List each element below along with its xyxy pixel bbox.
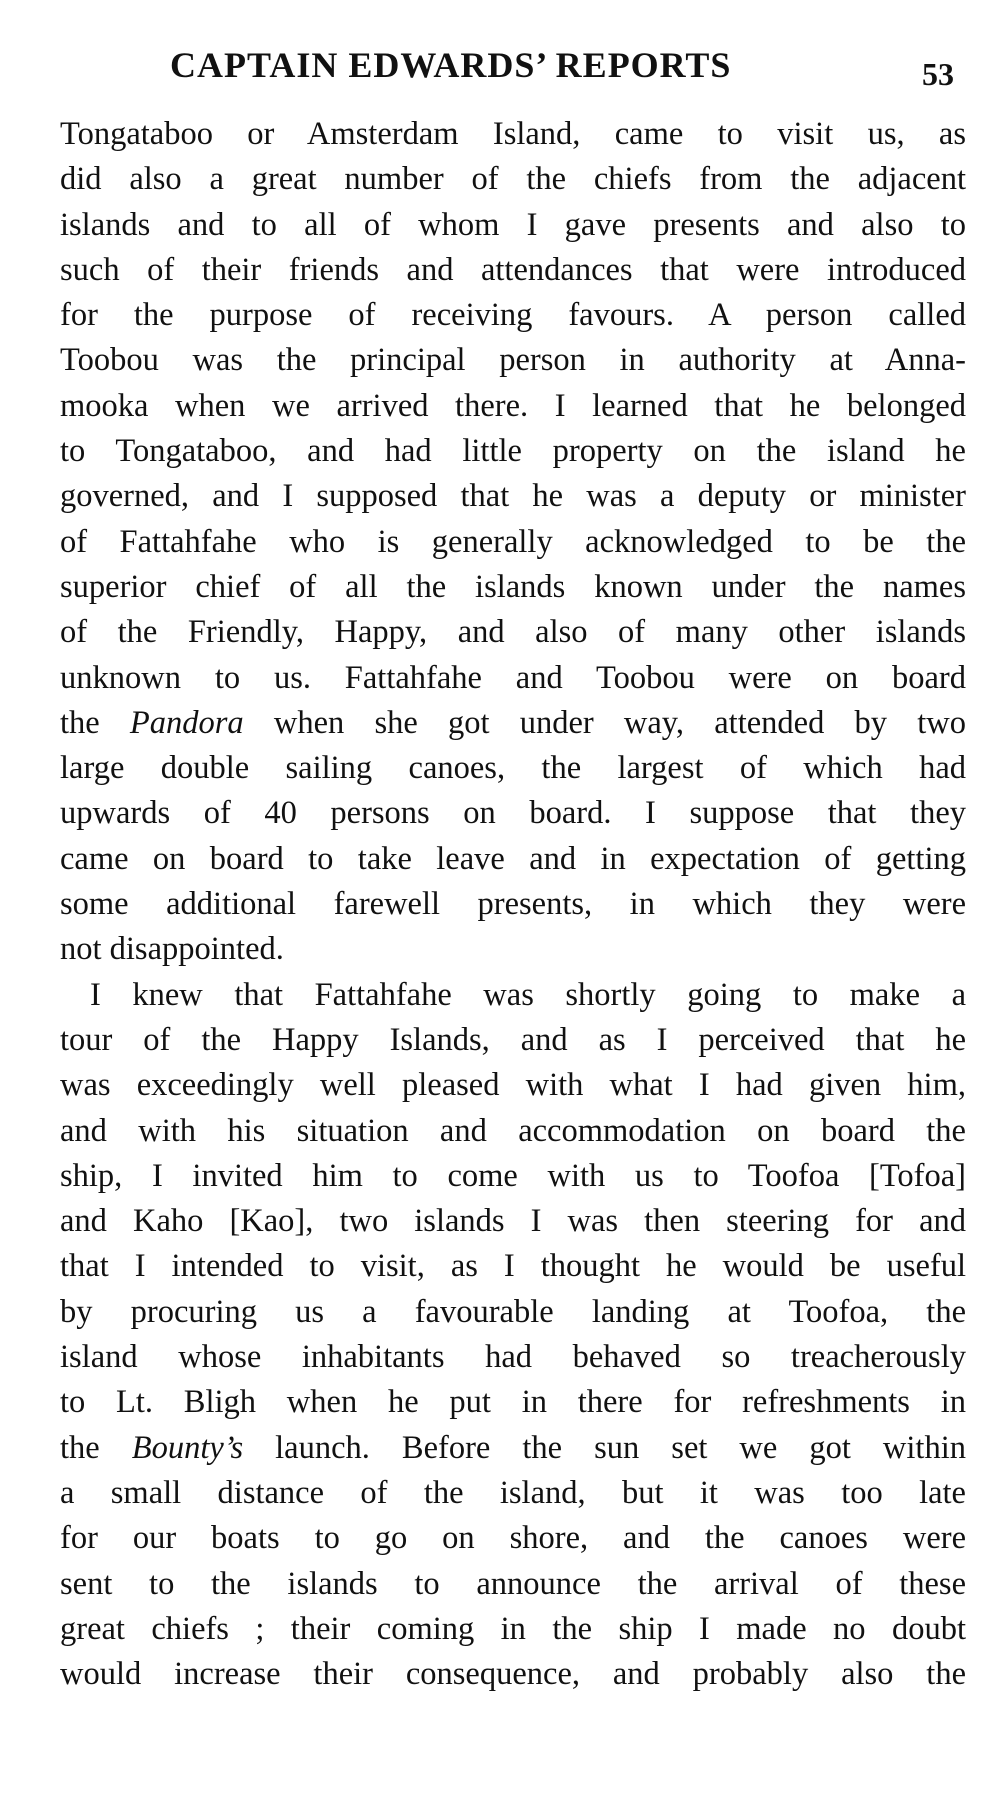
text-line: came on board to take leave and in expectation of getting: [60, 840, 966, 877]
text-line-with-ship-name: [60, 1426, 966, 1471]
page-number: 53: [922, 56, 954, 92]
text-line: island whose inhabitants had behaved so treacherously: [60, 1339, 966, 1376]
text-line: Tongataboo or Amsterdam Island, came to visit us, as: [60, 116, 966, 152]
line-text-before: the: [60, 704, 130, 741]
paragraph-end-line: not disappointed.: [60, 931, 284, 968]
line-text-before: the: [60, 1429, 132, 1466]
running-head-title: CAPTAIN EDWARDS’ REPORTS: [170, 45, 732, 85]
text-line: by procuring us a favourable landing at Toofoa, the: [60, 1293, 966, 1330]
text-line: large double sailing canoes, the largest of which had: [60, 750, 966, 787]
text-line: for the purpose of receiving favours. A person called: [60, 297, 966, 334]
text-line: upwards of 40 persons on board. I suppose that they: [60, 795, 966, 832]
text-line: for our boats to go on shore, and the canoes were: [60, 1520, 966, 1557]
text-line: governed, and I supposed that he was a deputy or minister: [60, 478, 966, 515]
text-line: Toobou was the principal person in authority at Anna-: [60, 342, 966, 379]
ship-name-bounty: Bounty’s: [131, 1429, 244, 1466]
text-line-with-ship-name: [60, 701, 966, 746]
text-line: to Tongataboo, and had little property on the island he: [60, 433, 966, 470]
text-line: tour of the Happy Islands, and as I perceived that he: [60, 1021, 966, 1058]
paragraph-start-line: I knew that Fattahfahe was shortly going to make a: [90, 976, 966, 1013]
text-line: and with his situation and accommodation on board the: [60, 1112, 966, 1149]
text-line: such of their friends and attendances that were introduced: [60, 251, 966, 288]
text-line: unknown to us. Fattahfahe and Toobou were on board: [60, 659, 966, 696]
text-line: ship, I invited him to come with us to Toofoa [Tofoa]: [60, 1157, 966, 1194]
body-text: [60, 112, 966, 1697]
text-line: that I intended to visit, as I thought he would be useful: [60, 1248, 966, 1285]
text-line: superior chief of all the islands known under the names: [60, 568, 966, 605]
text-line: and Kaho [Kao], two islands I was then steering for and: [60, 1203, 966, 1240]
text-line: sent to the islands to announce the arrival of these: [60, 1565, 966, 1602]
text-line: a small distance of the island, but it was too late: [60, 1474, 966, 1511]
ship-name-pandora: Pandora: [129, 704, 244, 741]
text-line: would increase their consequence, and probably also the: [60, 1656, 966, 1693]
text-line: great chiefs ; their coming in the ship I made no doubt: [60, 1610, 966, 1647]
text-line: did also a great number of the chiefs from the adjacent: [60, 161, 966, 198]
text-line: mooka when we arrived there. I learned that he belonged: [60, 387, 966, 424]
text-line: to Lt. Bligh when he put in there for refreshments in: [60, 1384, 966, 1421]
text-line: was exceedingly well pleased with what I had given him,: [60, 1067, 966, 1104]
text-line: of Fattahfahe who is generally acknowledged to be the: [60, 523, 966, 560]
line-text-after: launch. Before the sun set we got within: [243, 1429, 966, 1466]
line-text-after: when she got under way, attended by two: [243, 704, 966, 741]
text-line: of the Friendly, Happy, and also of many other islands: [60, 614, 966, 651]
text-line: islands and to all of whom I gave presents and also to: [60, 206, 966, 243]
text-line: some additional farewell presents, in which they were: [60, 886, 966, 923]
